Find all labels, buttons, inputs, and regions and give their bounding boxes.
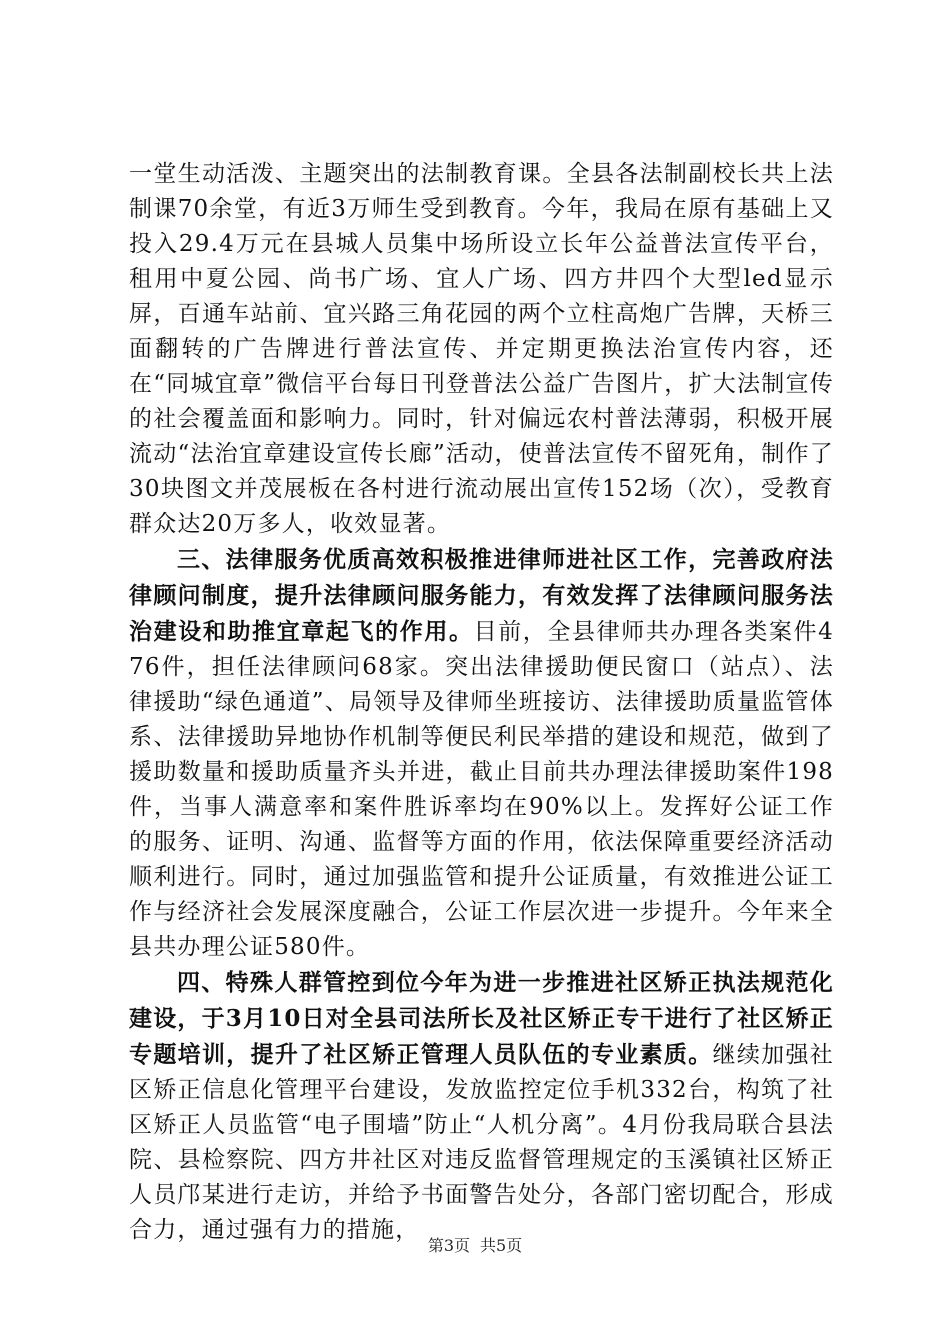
document-body [129, 157, 834, 1248]
paragraph-heading: 四、特殊人群管控到位今年为进一步推进社区矫正执法规范化建设，于3月10日对全县司法所长及社区矫正专干进行了社区矫正专题培训，提升了社区矫正管理人员队伍的专业素质。 [129, 969, 835, 1068]
page-footer [0, 1236, 950, 1256]
page-total: 共5页 [480, 1236, 523, 1255]
paragraph-legal-services [129, 542, 834, 965]
paragraph-text: 目前，全县律师共办理各类案件476件，担任法律顾问68家。突出法律援助便民窗口（站点）、法律援助“绿色通道”、局领导及律师坐班接访、法律援助质量监管体系、法律援助异地协作机制等便民利民举措的建设和规范，做到了援助数量和援助质量齐头并进，截止目前共办理法律援助案件198件，当事人满意率和案件胜诉率均在90%以上。发挥好公证工作的服务、证明、沟通、监督等方面的作用，依法保障重要经济活动顺利进行。同时，通过加强监管和提升公证质量，有效推进公证工作与经济社会发展深度融合，公证工作层次进一步提升。今年来全县共办理公证580件。 [129, 619, 834, 960]
paragraph-continued [129, 157, 834, 542]
paragraph-heading: 三、法律服务优质高效积极推进律师进社区工作，完善政府法律顾问制度，提升法律顾问服务能力，有效发挥了法律顾问服务法治建设和助推宜章起飞的作用。 [129, 546, 834, 645]
paragraph-special-groups [129, 965, 834, 1248]
page-number: 第3页 [427, 1236, 470, 1255]
paragraph-text: 一堂生动活泼、主题突出的法制教育课。全县各法制副校长共上法制课70余堂，有近3万师生受到教育。今年，我局在原有基础上又投入29.4万元在县城人员集中场所设立长年公益普法宣传平台，租用中夏公园、尚书广场、宜人广场、四方井四个大型led显示屏，百通车站前、宜兴路三角花园的两个立柱高炮广告牌，天桥三面翻转的广告牌进行普法宣传、并定期更换法治宣传内容，还在“同城宜章”微信平台每日刊登普法公益广告图片，扩大法制宣传的社会覆盖面和影响力。同时，针对偏远农村普法薄弱，积极开展流动“法治宜章建设宣传长廊”活动，使普法宣传不留死角，制作了30块图文并茂展板在各村进行流动展出宣传152场（次），受教育群众达20万多人，收效显著。 [129, 161, 834, 537]
paragraph-text: 继续加强社区矫正信息化管理平台建设，发放监控定位手机332台，构筑了社区矫正人员监管“电子围墙”防止“人机分离”。4月份我局联合县法院、县检察院、四方井社区对违反监督管理规定的玉溪镇社区矫正人员邝某进行走访，并给予书面警告处分，各部门密切配合，形成合力，通过强有力的措施， [129, 1042, 835, 1243]
